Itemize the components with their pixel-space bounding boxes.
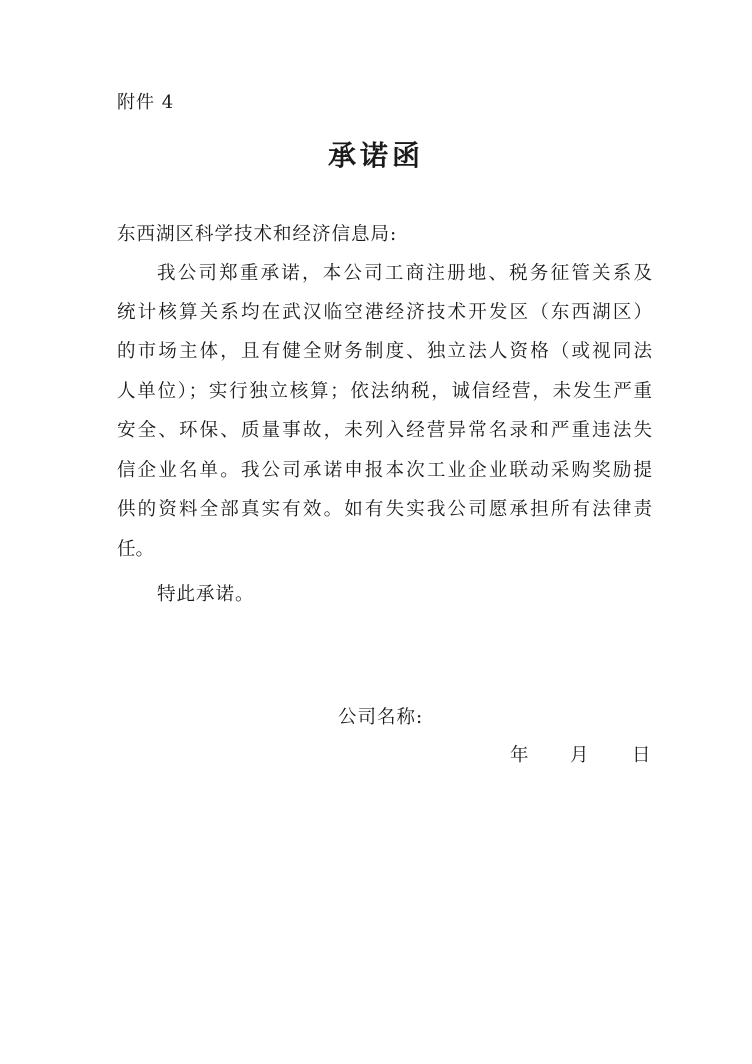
body-line: 信企业名单。我公司承诺申报本次工业企业联动采购奖励提	[117, 460, 652, 481]
closing-statement: 特此承诺。	[157, 584, 255, 605]
body-line: 的市场主体，且有健全财务制度、独立法人资格（或视同法	[117, 341, 652, 362]
date-month-label: 月	[570, 745, 589, 766]
body-line: 安全、环保、质量事故，未列入经营异常名录和严重违法失	[117, 420, 652, 441]
attachment-label: 附件 4	[117, 92, 175, 113]
company-name-label: 公司名称:	[338, 707, 424, 728]
date-day-label: 日	[632, 745, 651, 766]
body-line: 供的资料全部真实有效。如有失实我公司愿承担所有法律责	[117, 499, 652, 520]
body-line: 统计核算关系均在武汉临空港经济技术开发区（东西湖区）	[117, 302, 652, 323]
addressee: 东西湖区科学技术和经济信息局:	[117, 224, 398, 245]
body-line: 任。	[117, 539, 155, 560]
body-line: 人单位）；实行独立核算；依法纳税，诚信经营，未发生严重	[117, 381, 652, 402]
body-line: 我公司郑重承诺，本公司工商注册地、税务征管关系及	[157, 263, 652, 284]
date-year-label: 年	[510, 745, 529, 766]
document-title: 承诺函	[327, 139, 424, 172]
